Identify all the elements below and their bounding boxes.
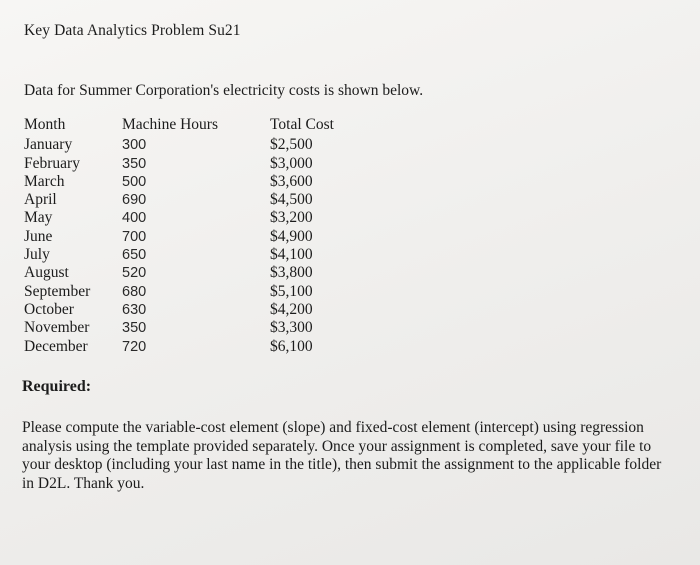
- intro-text: Data for Summer Corporation's electricity costs is shown below.: [24, 82, 424, 99]
- table-row: [24, 246, 370, 264]
- month-cell: November: [24, 319, 90, 337]
- hours-cell: 630: [122, 301, 147, 318]
- instructions-paragraph: Please compute the variable-cost element (slope) and fixed-cost element (intercept) using regression analysis using the template provided separately. Once your assignment is completed, save your file to your desktop (including your last name in the title), then submit the assignment to the applicable folder in D2L. Thank you.: [22, 419, 662, 492]
- table-header-row: [24, 116, 370, 136]
- hours-cell: 500: [122, 173, 147, 190]
- cost-cell: $5,100: [270, 282, 313, 300]
- month-cell: April: [24, 191, 57, 209]
- table-row: [24, 136, 370, 154]
- cost-cell: $3,800: [270, 264, 313, 282]
- month-cell: December: [24, 337, 88, 355]
- month-cell: February: [24, 154, 80, 172]
- table-row: [24, 301, 370, 319]
- hours-cell: 720: [122, 338, 147, 355]
- cost-cell: $3,200: [270, 209, 313, 227]
- cost-cell: $4,100: [270, 246, 313, 264]
- hours-cell: 650: [122, 247, 147, 264]
- table-row: [24, 338, 370, 356]
- header-month: Month: [24, 116, 66, 133]
- cost-cell: $2,500: [270, 136, 313, 154]
- required-heading: Required:: [22, 378, 92, 395]
- table-row: [24, 283, 370, 301]
- month-cell: October: [24, 300, 74, 318]
- month-cell: September: [24, 282, 91, 300]
- header-total-cost: Total Cost: [270, 116, 334, 133]
- cost-cell: $4,200: [270, 300, 313, 318]
- hours-cell: 700: [122, 228, 147, 245]
- hours-cell: 690: [122, 192, 147, 209]
- cost-cell: $3,300: [270, 319, 313, 337]
- document-title: Key Data Analytics Problem Su21: [24, 22, 241, 39]
- cost-cell: $4,500: [270, 191, 313, 209]
- month-cell: January: [24, 136, 73, 154]
- table-row: [24, 319, 370, 337]
- month-cell: July: [24, 246, 50, 264]
- hours-cell: 350: [122, 320, 147, 337]
- table-row: [24, 173, 370, 191]
- hours-cell: 300: [122, 137, 147, 154]
- month-cell: March: [24, 172, 65, 190]
- hours-cell: 350: [122, 155, 147, 172]
- table-row: [24, 191, 370, 209]
- month-cell: August: [24, 264, 69, 282]
- header-machine-hours: Machine Hours: [122, 116, 218, 133]
- electricity-cost-table: [24, 116, 370, 356]
- table-row: [24, 264, 370, 282]
- cost-cell: $6,100: [270, 337, 313, 355]
- cost-cell: $3,000: [270, 154, 313, 172]
- table-row: [24, 209, 370, 227]
- table-row: [24, 155, 370, 173]
- table-body: [24, 136, 370, 356]
- cost-cell: $3,600: [270, 172, 313, 190]
- hours-cell: 680: [122, 283, 147, 300]
- table-row: [24, 228, 370, 246]
- month-cell: May: [24, 209, 53, 227]
- hours-cell: 520: [122, 265, 147, 282]
- cost-cell: $4,900: [270, 227, 313, 245]
- month-cell: June: [24, 227, 53, 245]
- hours-cell: 400: [122, 210, 147, 227]
